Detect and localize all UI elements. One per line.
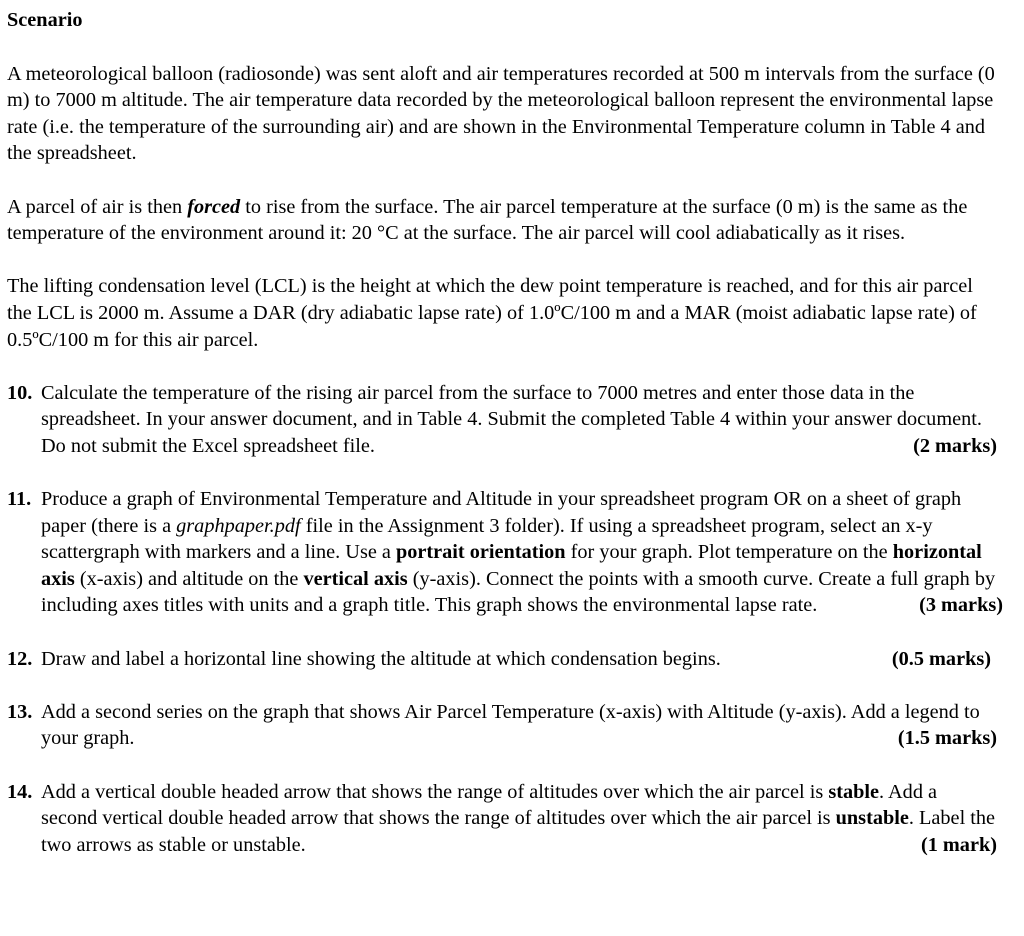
question-14-text-3: . Label the two arrows as stable or unstable. (41, 807, 996, 856)
unstable-emphasis: unstable (835, 807, 909, 830)
graphpaper-filename: graphpaper.pdf (176, 514, 301, 537)
question-13-number: 13. (7, 700, 33, 723)
paragraph-parcel-text-b: to rise from the surface. The air parcel temperature at the surface (0 m) is the same as the temperature of the environment around it: 20 °C at the surface. The air parcel will cool adiabatically as it rises. (7, 195, 968, 245)
question-10-text: Calculate the temperature of the rising air parcel from the surface to 7000 metres and enter those data in the spreadsheet. In your answer document, and in Table 4. Submit the completed Table 4 within your answer document. Do not submit the Excel spreadsheet file. (41, 381, 982, 457)
question-13 (7, 699, 997, 752)
question-10-number: 10. (7, 381, 33, 404)
portrait-orientation-emphasis: portrait orientation (395, 541, 566, 564)
question-14-text-2: . Add a second vertical double headed arrow that shows the range of altitudes over which the air parcel is (41, 780, 938, 830)
scenario-heading: Scenario (7, 9, 83, 31)
question-11-text-2: file in the Assignment 3 folder). If using a spreadsheet program, select an x-y scattergraph with markers and a line. Use a (41, 514, 933, 564)
question-13-text: Add a second series on the graph that shows Air Parcel Temperature (x-axis) with Altitude (y-axis). Add a legend to your graph. (41, 700, 980, 750)
paragraph-lcl: The lifting condensation level (LCL) is the height at which the dew point temperature is reached, and for this air parcel the LCL is 2000 m. Assume a DAR (dry adiabatic lapse rate) of 1.0ºC/100 m and a MAR (moist adiabatic lapse rate) of 0.5ºC/100 m for this air parcel. (7, 275, 977, 351)
paragraph-balloon: A meteorological balloon (radiosonde) was sent aloft and air temperatures recorded at 500 m intervals from the surface (0 m) to 7000 m altitude. The air temperature data recorded by the meteorological balloon represent the environmental lapse rate (i.e. the temperature of the surrounding air) and are shown in the Environmental Temperature column in Table 4 and the spreadsheet. (7, 62, 995, 165)
question-14 (7, 779, 997, 859)
question-10-marks: (2 marks) (913, 434, 997, 457)
question-12 (7, 646, 997, 673)
question-11-marks: (3 marks) (919, 594, 1003, 617)
question-12-text: Draw and label a horizontal line showing the altitude at which condensation begins. (41, 647, 721, 670)
question-14-number: 14. (7, 780, 33, 803)
question-11-text-1: Produce a graph of Environmental Temperature and Altitude in your spreadsheet program OR on a sheet of graph paper (there is a (41, 488, 962, 537)
vertical-axis-emphasis: vertical axis (303, 567, 408, 590)
stable-emphasis: stable (828, 780, 880, 803)
question-11-number: 11. (7, 488, 32, 511)
question-13-marks: (1.5 marks) (897, 727, 997, 750)
question-12-number: 12. (7, 647, 33, 670)
question-12-marks: (0.5 marks) (891, 647, 991, 670)
forced-emphasis: forced (187, 195, 241, 218)
question-11-text-4: (x-axis) and altitude on the (74, 567, 304, 590)
document-page (7, 7, 1002, 885)
paragraph-parcel (7, 194, 997, 247)
paragraph-parcel-text-a: A parcel of air is then (7, 195, 188, 218)
question-11-text-3: for your graph. Plot temperature on the (565, 541, 893, 564)
horizontal-axis-emphasis: horizontal axis (41, 541, 982, 590)
question-11 (7, 486, 1003, 619)
question-14-marks: (1 mark) (920, 833, 997, 856)
question-14-text-1: Add a vertical double headed arrow that shows the range of altitudes over which the air parcel is (41, 780, 829, 803)
question-10 (7, 380, 997, 460)
question-11-text-5: (y-axis). Connect the points with a smooth curve. Create a full graph by including axes titles with units and a graph title. This graph shows the environmental lapse rate. (41, 567, 996, 617)
